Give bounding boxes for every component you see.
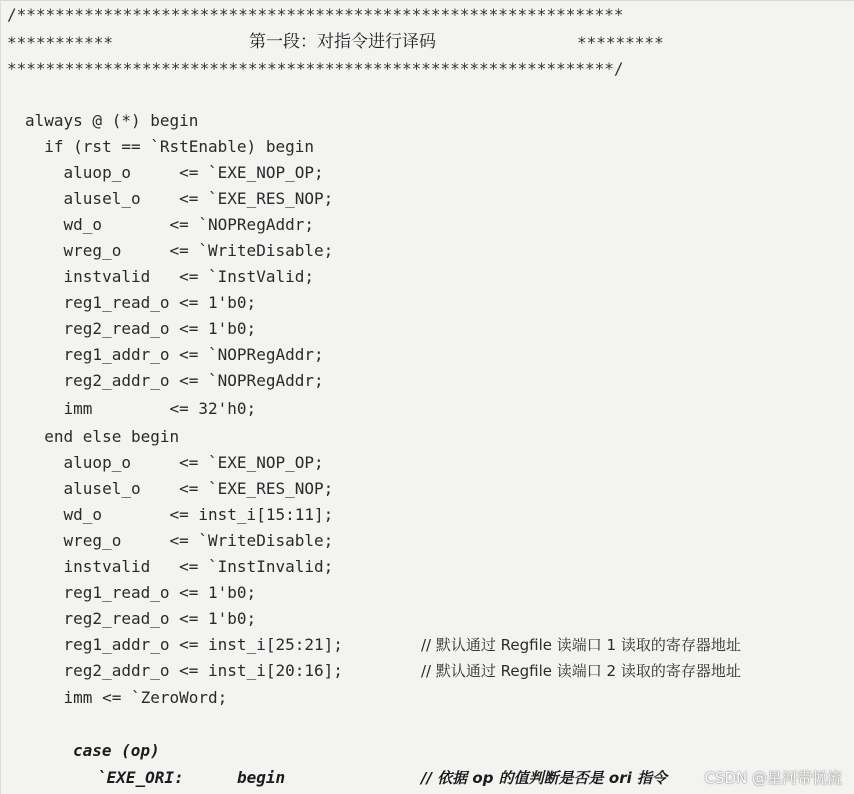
code-line: reg2_read_o <= 1'b0;	[25, 319, 257, 338]
code-line: reg2_read_o <= 1'b0;	[25, 609, 257, 628]
watermark: CSDN @星河带悦流	[704, 769, 842, 787]
code-begin-keyword: begin	[237, 768, 286, 787]
code-line: aluop_o <= `EXE_NOP_OP;	[25, 453, 324, 472]
code-line: reg1_addr_o <= `NOPRegAddr;	[25, 345, 324, 364]
code-line: end else begin	[25, 427, 180, 446]
code-line: alusel_o <= `EXE_RES_NOP;	[25, 479, 334, 498]
code-line: reg1_read_o <= 1'b0;	[25, 293, 257, 312]
code-line: imm <= `ZeroWord;	[25, 688, 228, 707]
code-line: if (rst == `RstEnable) begin	[25, 137, 314, 156]
code-line: instvalid <= `InstValid;	[25, 267, 314, 286]
code-line: wd_o <= inst_i[15:11];	[25, 505, 334, 524]
code-line: aluop_o <= `EXE_NOP_OP;	[25, 163, 324, 182]
code-line: wreg_o <= `WriteDisable;	[25, 531, 334, 550]
code-line: alusel_o <= `EXE_RES_NOP;	[25, 189, 334, 208]
code-line: reg2_addr_o <= `NOPRegAddr;	[25, 371, 324, 390]
code-line: always @ (*) begin	[25, 111, 199, 130]
code-case-label: `EXE_ORI:	[97, 768, 184, 787]
header-stars-left: ***********	[7, 33, 113, 52]
code-comment: // 依据 op 的值判断是否是 ori 指令	[421, 769, 667, 787]
code-line: imm <= 32'h0;	[25, 399, 257, 418]
code-line: reg1_addr_o <= inst_i[25:21];	[25, 635, 343, 654]
code-line: wreg_o <= `WriteDisable;	[25, 241, 334, 260]
code-comment: // 默认通过 Regfile 读端口 1 读取的寄存器地址	[421, 636, 741, 654]
code-line: instvalid <= `InstInvalid;	[25, 557, 334, 576]
section-title: 第一段：对指令进行译码	[249, 32, 436, 52]
code-case-keyword: case (op)	[73, 741, 160, 760]
header-border-top: /***************************************************************	[7, 5, 624, 24]
header-stars-right: *********	[577, 33, 664, 52]
code-line: reg1_read_o <= 1'b0;	[25, 583, 257, 602]
code-line: reg2_addr_o <= inst_i[20:16];	[25, 661, 343, 680]
code-line: wd_o <= `NOPRegAddr;	[25, 215, 314, 234]
header-border-bottom: ***************************************************************/	[7, 59, 624, 78]
code-comment: // 默认通过 Regfile 读端口 2 读取的寄存器地址	[421, 662, 741, 680]
